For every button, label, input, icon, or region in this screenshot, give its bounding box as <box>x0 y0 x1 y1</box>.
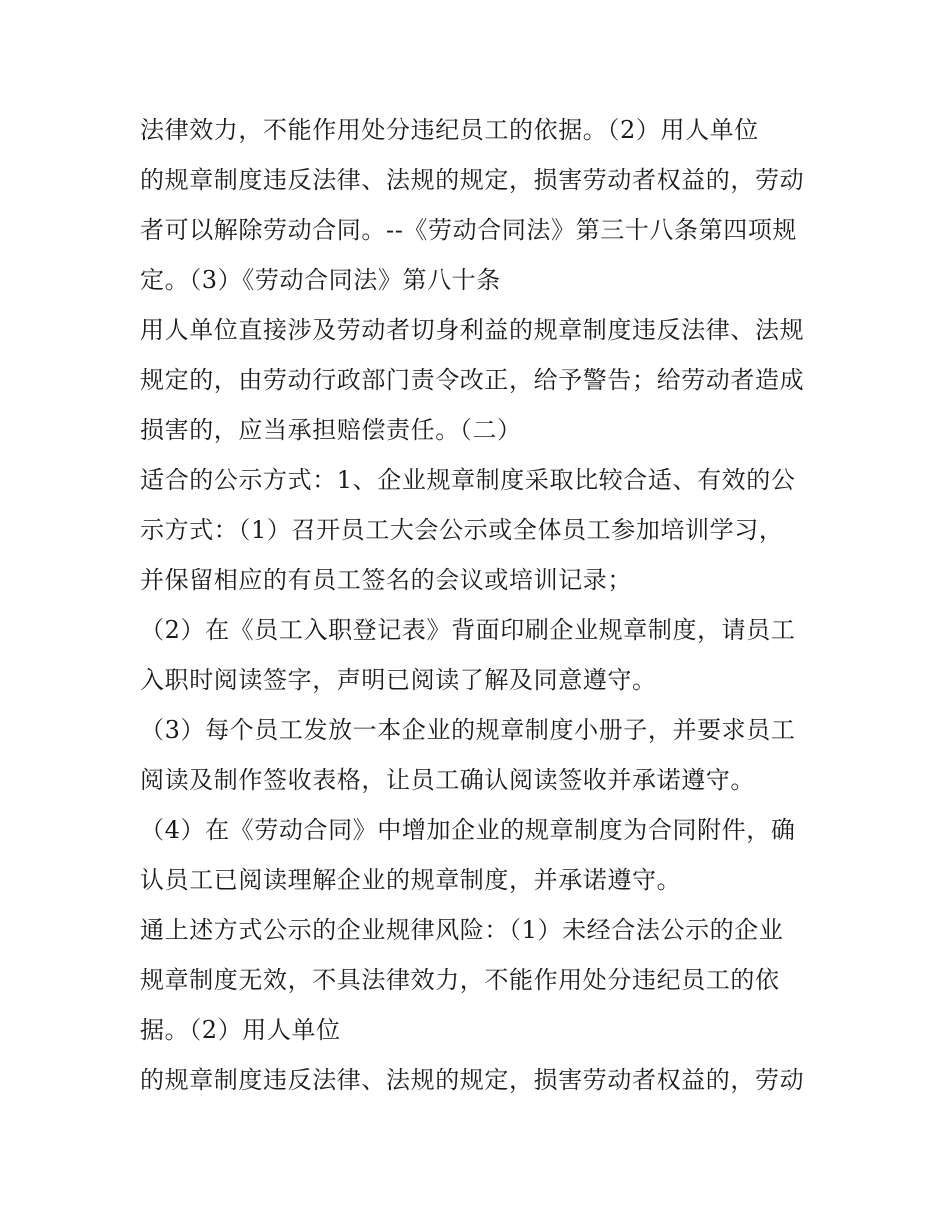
text-line: 规章制度无效，不具法律效力，不能作用处分违纪员工的依 <box>140 966 780 994</box>
text-line: 定。（3）《劳动合同法》第八十条 <box>140 266 501 294</box>
text-line: 者可以解除劳动合同。--《劳动合同法》第三十八条第四项规 <box>140 216 798 244</box>
text-line: 入职时阅读签字，声明已阅读了解及同意遵守。 <box>140 666 657 694</box>
text-line: （2）在《员工入职登记表》背面印刷企业规章制度，请员工 <box>140 616 796 644</box>
text-line: 法律效力，不能作用处分违纪员工的依据。（2）用人单位 <box>140 116 759 144</box>
text-line: 通上述方式公示的企业规律风险：（1）未经合法公示的企业 <box>140 916 784 944</box>
text-line: 适合的公示方式：1、企业规章制度采取比较合适、有效的公 <box>140 466 796 494</box>
text-line: 用人单位直接涉及劳动者切身利益的规章制度违反法律、法规 <box>140 316 805 344</box>
text-line: 的规章制度违反法律、法规的规定，损害劳动者权益的，劳动 <box>140 166 805 194</box>
text-line: 示方式：（1）召开员工大会公示或全体员工参加培训学习， <box>140 516 784 544</box>
text-line: 阅读及制作签收表格，让员工确认阅读签收并承诺遵守。 <box>140 766 755 794</box>
text-line: 认员工已阅读理解企业的规章制度，并承诺遵守。 <box>140 866 682 894</box>
text-line: （3）每个员工发放一本企业的规章制度小册子，并要求员工 <box>140 716 796 744</box>
text-line: 损害的，应当承担赔偿责任。（二） <box>140 416 522 444</box>
text-line: 规定的，由劳动行政部门责令改正，给予警告；给劳动者造成 <box>140 366 805 394</box>
text-line: 的规章制度违反法律、法规的规定，损害劳动者权益的，劳动 <box>140 1066 805 1094</box>
text-line: 并保留相应的有员工签名的会议或培训记录； <box>140 566 632 594</box>
text-line: （4）在《劳动合同》中增加企业的规章制度为合同附件，确 <box>140 816 796 844</box>
text-line: 据。（2）用人单位 <box>140 1016 341 1044</box>
